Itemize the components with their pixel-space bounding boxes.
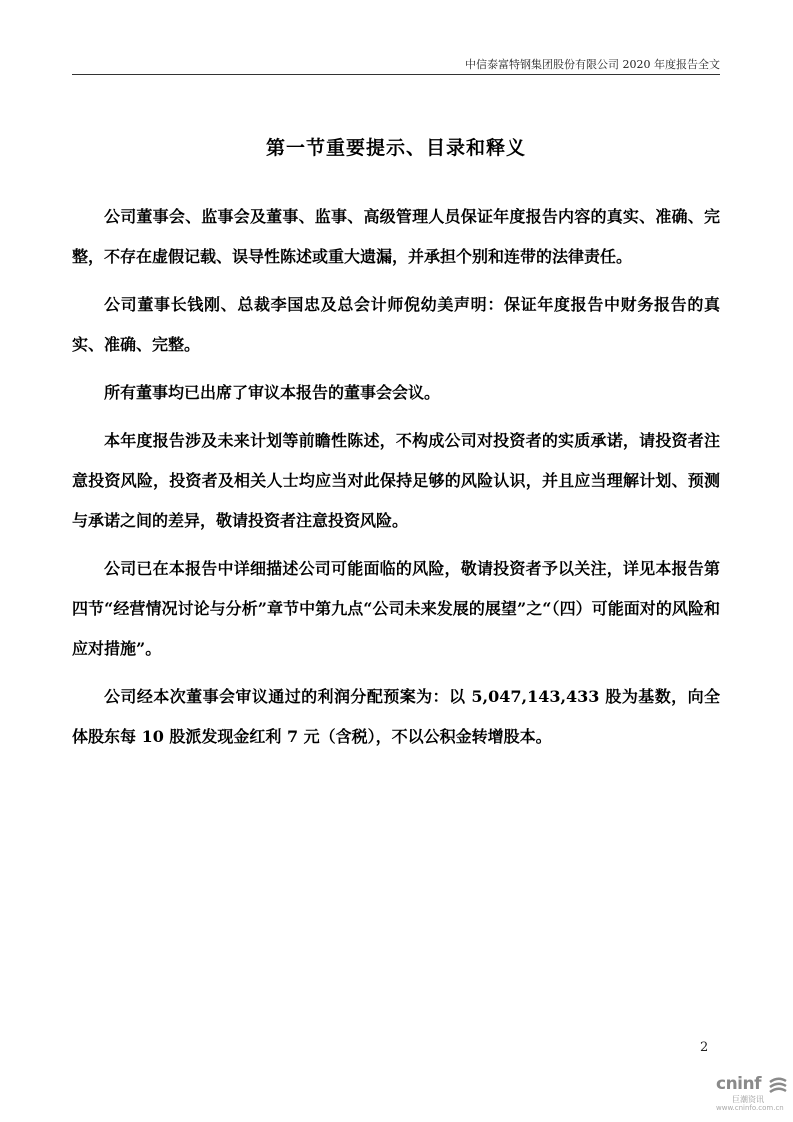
section-title: 第一节重要提示、目录和释义 (265, 137, 526, 159)
body-text (72, 197, 720, 765)
paragraph-executives-declaration: 公司董事长钱刚、总裁李国忠及总会计师倪幼美声明：保证年度报告中财务报告的真实、准确、完整。 (72, 295, 720, 354)
header-rule (72, 74, 720, 75)
cninfo-watermark (716, 1074, 790, 1114)
paragraph-board-attendance: 所有董事均已出席了审议本报告的董事会会议。 (104, 383, 441, 402)
watermark-brand: cninf (716, 1074, 762, 1094)
paragraph-risk-notice: 公司已在本报告中详细描述公司可能面临的风险，敬请投资者予以关注，详见本报告第四节“经营情况讨论与分析”章节中第九点“公司未来发展的展望”之“（四）可能面对的风险和应对措施”。 (72, 559, 720, 658)
cninfo-logo-icon (768, 1076, 788, 1094)
paragraph-forward-looking-disclaimer: 本年度报告涉及未来计划等前瞻性陈述，不构成公司对投资者的实质承诺，请投资者注意投资风险，投资者及相关人士均应当对此保持足够的风险认识，并且应当理解计划、预测与承诺之间的差异，敬请投资者注意投资风险。 (72, 431, 720, 530)
watermark-url: www.cninfo.com.cn (716, 1104, 784, 1112)
paragraph-profit-distribution: 公司经本次董事会审议通过的利润分配预案为：以 5,047,143,433 股为基数，向全体股东每 10 股派发现金红利 7 元（含税），不以公积金转增股本。 (72, 687, 720, 746)
paragraph-responsibility-statement: 公司董事会、监事会及董事、监事、高级管理人员保证年度报告内容的真实、准确、完整，不存在虚假记载、误导性陈述或重大遗漏，并承担个别和连带的法律责任。 (72, 207, 720, 266)
page-number: 2 (700, 1040, 709, 1055)
running-header: 中信泰富特钢集团股份有限公司 2020 年度报告全文 (465, 58, 720, 71)
watermark-brand-cn: 巨潮资讯 (732, 1095, 764, 1104)
